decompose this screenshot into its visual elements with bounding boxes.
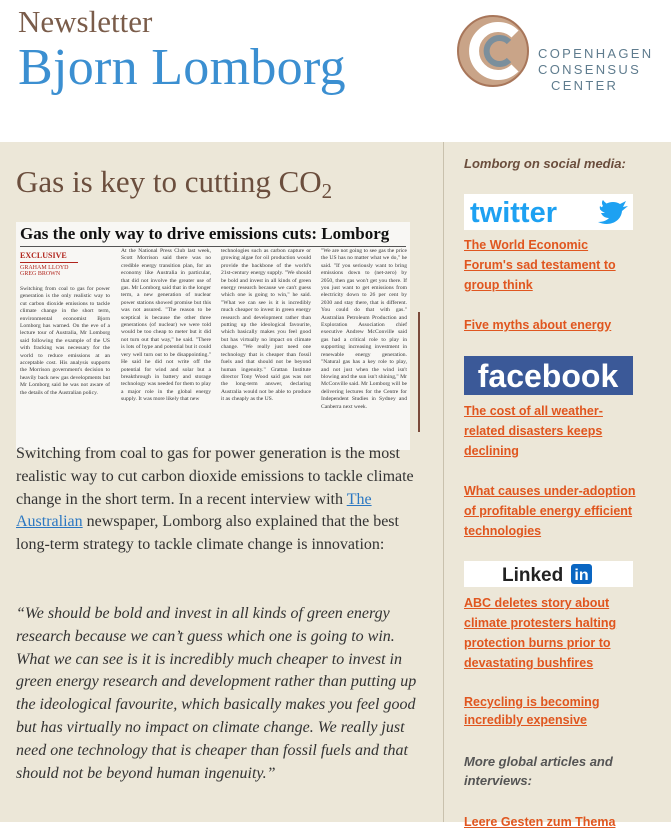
decorative-vertical-rule (418, 312, 420, 432)
article-title (16, 164, 332, 204)
linkedin-wordmark: Linked (502, 565, 564, 586)
sidebar-link-wef-group-think[interactable]: The World Economic Forum's sad testament to group think (464, 238, 616, 292)
twitter-wordmark: twitter (470, 197, 557, 229)
linkedin-in-mark: in (574, 567, 589, 584)
clipping-byline-1: GRAHAM LLOYD (20, 265, 69, 271)
newsletter-title: Bjorn Lomborg (18, 39, 346, 96)
newsletter-header (0, 0, 671, 142)
main-column (0, 142, 443, 822)
clipping-headline: Gas the only way to drive emissions cuts: Lomborg (20, 224, 390, 243)
facebook-logo-icon (464, 356, 633, 395)
clipping-column-4: "We are not going to see gas the price the US has no matter what we do," he said. "If you seriously want to bring emissions down to (net-zero) by 2050, then gas won't get you there. If you just want to get emissions from electricity down to 26 per cent by 2030 and stay there, that is different. You could do that with gas." Australian Petroleum Production and Exploration Association chief executive Andrew McConville said gas had a critical role to play in supporting increasing investment in renewable energy generation. "Natural gas has a key role to play, and not just when the wind isn't blowing and the sun isn't shining," Mr McConville said. Mr Lomborg will be delivering lectures for the Centre for Independent Studies in Sydney and Canberra next week. (321, 248, 407, 410)
the-australian-link[interactable]: The Australian (16, 490, 372, 531)
lomborg-quote: “We should be bold and invest in all kinds of green energy research because we can’t guess which one is going to win. What we can see is it is incredibly much cheaper to invest in green energy research and development rather than putting up the ideological favourite, which basically makes you feel good but has virtually no impact on climate change. We really just need one technology that is cheaper than fossil fuels and that should not be beyond human ingenuity.” (16, 605, 417, 782)
twitter-banner[interactable] (464, 194, 633, 230)
newspaper-clipping[interactable] (16, 222, 410, 450)
article-body-rest: newspaper, Lomborg also explained that the best long-term strategy to tackle climate change is innovation: (16, 513, 399, 554)
clipping-column-3: technologies such as carbon capture or growing algae for oil production would provide the backbone of the world's 21st-century energy supply. "We should be bold and invest in all kinds of green energy research because we can't guess which one is going to win," he said. "What we can see is it is incredibly much cheaper to invest in green energy research and development rather than putting up the ideological favourite, which basically makes you feel good but has virtually no impact on climate change. "We really just need one technology that is cheaper than fossil fuels and that should not be beyond human ingenuity." Grattan Institute director Tony Wood said gas was not the long-term answer, declaring Australia would not be able to produce it as cheaply as the US. (221, 248, 311, 403)
logo-line-3: CENTER (551, 78, 619, 93)
linkedin-logo-icon (464, 561, 633, 587)
linkedin-banner[interactable] (464, 561, 633, 587)
clipping-column-2: At the National Press Club last week, Scott Morrison said there was no credible energy transition plan, for an economy like Australia in particular, that did not involve the greater use of gas. Mr Lomborg said that in the longer term, a new generation of nuclear power stations showed promise but this was not assured. "The reason to be sceptical is because the other three generations (of nuclear) we were told would be too cheap to meter but it did not turn out that way," he said. "There is lots of hype and potential but it could very well turn out to be disappointing." He said he did not write off the potential for wind and solar but a breakthrough in battery and storage technology was needed for them to play a major role in the global energy supply. It was more likely that new (121, 248, 211, 403)
sidebar-link-recycling[interactable]: Recycling is becoming incredibly expensive (464, 695, 600, 727)
clipping-exclusive-tag: EXCLUSIVE (20, 251, 67, 260)
more-articles-heading: More global articles and interviews: (464, 754, 613, 788)
article-title-subscript: 2 (321, 179, 333, 203)
sidebar-link-energy-efficiency[interactable]: What causes under-adoption of profitable energy efficient technologies (464, 484, 636, 538)
newsletter-kicker: Newsletter (18, 4, 153, 39)
article-body (16, 443, 421, 557)
sidebar-link-leere-gesten[interactable]: Leere Gesten zum Thema (464, 815, 616, 829)
clipping-column-1: Switching from coal to gas for power generation is the only realistic way to cut carbon dioxide emissions to tackle climate change in the short term, environmental economist Bjorn Lomborg has warned. On the eve of a lecture tour of Australia, Mr Lomborg said following the example of the US with fracking was necessary for the world to reduce emissions at an acceptable cost. His analysis supports the Morrison government's decision to heavily back new gas developments but Mr Lomborg said he was not aware of the details of the Australian policy. (20, 286, 110, 396)
article-body-intro: Switching from coal to gas for power generation is the most realistic way to cut carbon dioxide emissions to tackle climate change in the short term. In a recent interview with (16, 445, 414, 508)
sidebar (444, 142, 671, 829)
article-title-text: Gas is key to cutting CO (16, 164, 322, 199)
facebook-banner[interactable] (464, 356, 633, 395)
logo-line-2: CONSENSUS (538, 62, 642, 77)
social-media-heading: Lomborg on social media: (464, 156, 626, 171)
clipping-tag-rule (20, 262, 78, 263)
twitter-logo-icon (464, 194, 633, 230)
clipping-rule (20, 246, 406, 247)
sidebar-link-disaster-costs[interactable]: The cost of all weather-related disasters keeps declining (464, 404, 603, 458)
sidebar-link-energy-myths[interactable]: Five myths about energy (464, 318, 612, 332)
facebook-wordmark: facebook (477, 358, 619, 394)
logo-line-1: COPENHAGEN (538, 46, 654, 61)
clipping-byline-2: GREG BROWN (20, 271, 61, 277)
sidebar-link-abc-story[interactable]: ABC deletes story about climate protesters halting protection burns prior to devastating bushfires (464, 596, 617, 670)
